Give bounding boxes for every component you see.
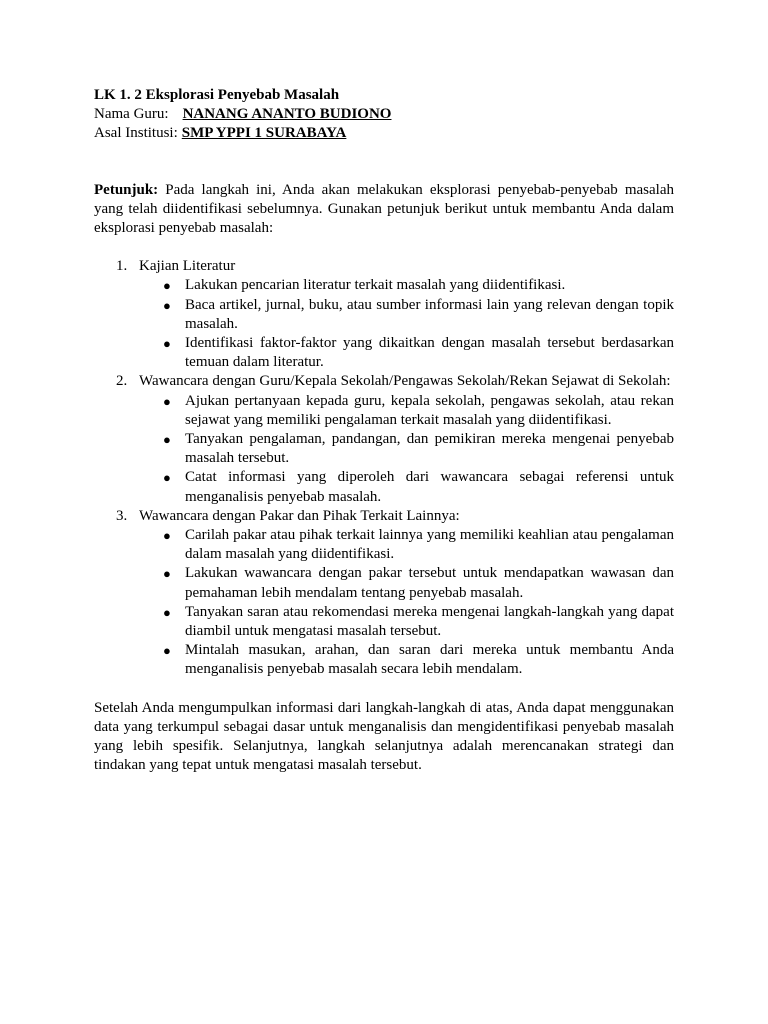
step-item: [94, 372, 674, 506]
bullet-item: [139, 392, 674, 430]
bullet-icon: ●: [163, 297, 171, 313]
step-number: 1.: [116, 258, 128, 275]
step-bullets: [139, 392, 674, 507]
document-title: LK 1. 2 Eksplorasi Penyebab Masalah: [94, 87, 340, 103]
bullet-item: [139, 276, 674, 295]
bullet-text: Tanyakan saran atau rekomendasi mereka mengenai langkah-langkah yang dapat diambil untuk mengatasi masalah tersebut.: [185, 603, 674, 640]
bullet-icon: ●: [163, 393, 171, 409]
bullet-item: [139, 526, 674, 564]
bullet-text: Ajukan pertanyaan kepada guru, kepala sekolah, pengawas sekolah, atau rekan sejawat yang memiliki pengalaman terkait masalah yang diidentifikasi.: [185, 392, 674, 428]
bullet-icon: ●: [163, 336, 171, 352]
institusi-row: [94, 124, 674, 143]
instructions-text: Pada langkah ini, Anda akan melakukan eksplorasi penyebab-penyebab masalah yang telah diidentifikasi sebelumnya. Gunakan petunjuk berikut untuk membantu Anda dalam eksplorasi penyebab masalah:: [94, 181, 674, 237]
bullet-text: Tanyakan pengalaman, pandangan, dan pemikiran mereka mengenai penyebab masalah tersebut.: [185, 431, 674, 467]
bullet-text: Catat informasi yang diperoleh dari wawancara sebagai referensi untuk menganalisis penyebab masalah.: [185, 469, 674, 505]
bullet-text: Lakukan pencarian literatur terkait masalah yang diidentifikasi.: [185, 277, 566, 294]
instructions-label: Petunjuk:: [94, 181, 159, 198]
bullet-item: [139, 603, 674, 641]
guru-name: NANANG ANANTO BUDIONO: [182, 106, 392, 123]
step-bullets: [139, 526, 674, 680]
step-number: 3.: [116, 507, 128, 524]
bullet-icon: ●: [163, 643, 171, 659]
bullet-icon: ●: [163, 566, 171, 582]
bullet-text: Carilah pakar atau pihak terkait lainnya yang memiliki keahlian atau pengalaman dalam masalah yang diidentifikasi.: [185, 527, 674, 563]
step-title: Wawancara dengan Guru/Kepala Sekolah/Pengawas Sekolah/Rekan Sejawat di Sekolah:: [139, 373, 671, 390]
step-item: [94, 507, 674, 680]
guru-label: Nama Guru:: [94, 106, 169, 123]
bullet-icon: ●: [163, 432, 171, 448]
bullet-text: Lakukan wawancara dengan pakar tersebut untuk mendapatkan wawasan dan pemahaman lebih mendalam tentang penyebab masalah.: [185, 565, 674, 601]
document-page: [94, 86, 674, 776]
bullet-item: [139, 468, 674, 506]
bullet-text: Mintalah masukan, arahan, dan saran dari mereka untuk membantu Anda menganalisis penyebab masalah secara lebih mendalam.: [185, 642, 674, 678]
bullet-icon: ●: [163, 278, 171, 294]
institusi-label: Asal Institusi:: [94, 125, 178, 142]
guru-row: [94, 105, 674, 124]
bullet-icon: ●: [163, 470, 171, 486]
instructions-paragraph: [94, 181, 674, 239]
closing-paragraph: Setelah Anda mengumpulkan informasi dari langkah-langkah di atas, Anda dapat menggunakan data yang terkumpul sebagai dasar untuk menganalisis dan mengidentifikasi penyebab masalah yang lebih spesifik. Selanjutnya, langkah selanjutnya adalah merencanakan strategi dan tindakan yang tepat untuk mengatasi masalah tersebut.: [94, 699, 674, 774]
bullet-item: [139, 641, 674, 679]
institusi-name: SMP YPPI 1 SURABAYA: [181, 125, 347, 142]
bullet-item: [139, 564, 674, 602]
bullet-item: [139, 296, 674, 334]
step-number: 2.: [116, 373, 128, 390]
steps-list: [94, 257, 674, 679]
step-bullets: [139, 276, 674, 372]
bullet-item: [139, 334, 674, 372]
bullet-text: Identifikasi faktor-faktor yang dikaitkan dengan masalah tersebut berdasarkan temuan dalam literatur.: [185, 335, 674, 371]
step-title: Kajian Literatur: [139, 258, 236, 275]
bullet-icon: ●: [163, 604, 171, 620]
bullet-icon: ●: [163, 528, 171, 544]
step-title: Wawancara dengan Pakar dan Pihak Terkait Lainnya:: [139, 507, 460, 524]
step-item: [94, 257, 674, 372]
bullet-item: [139, 430, 674, 468]
bullet-text: Baca artikel, jurnal, buku, atau sumber informasi lain yang relevan dengan topik masalah.: [185, 296, 674, 332]
